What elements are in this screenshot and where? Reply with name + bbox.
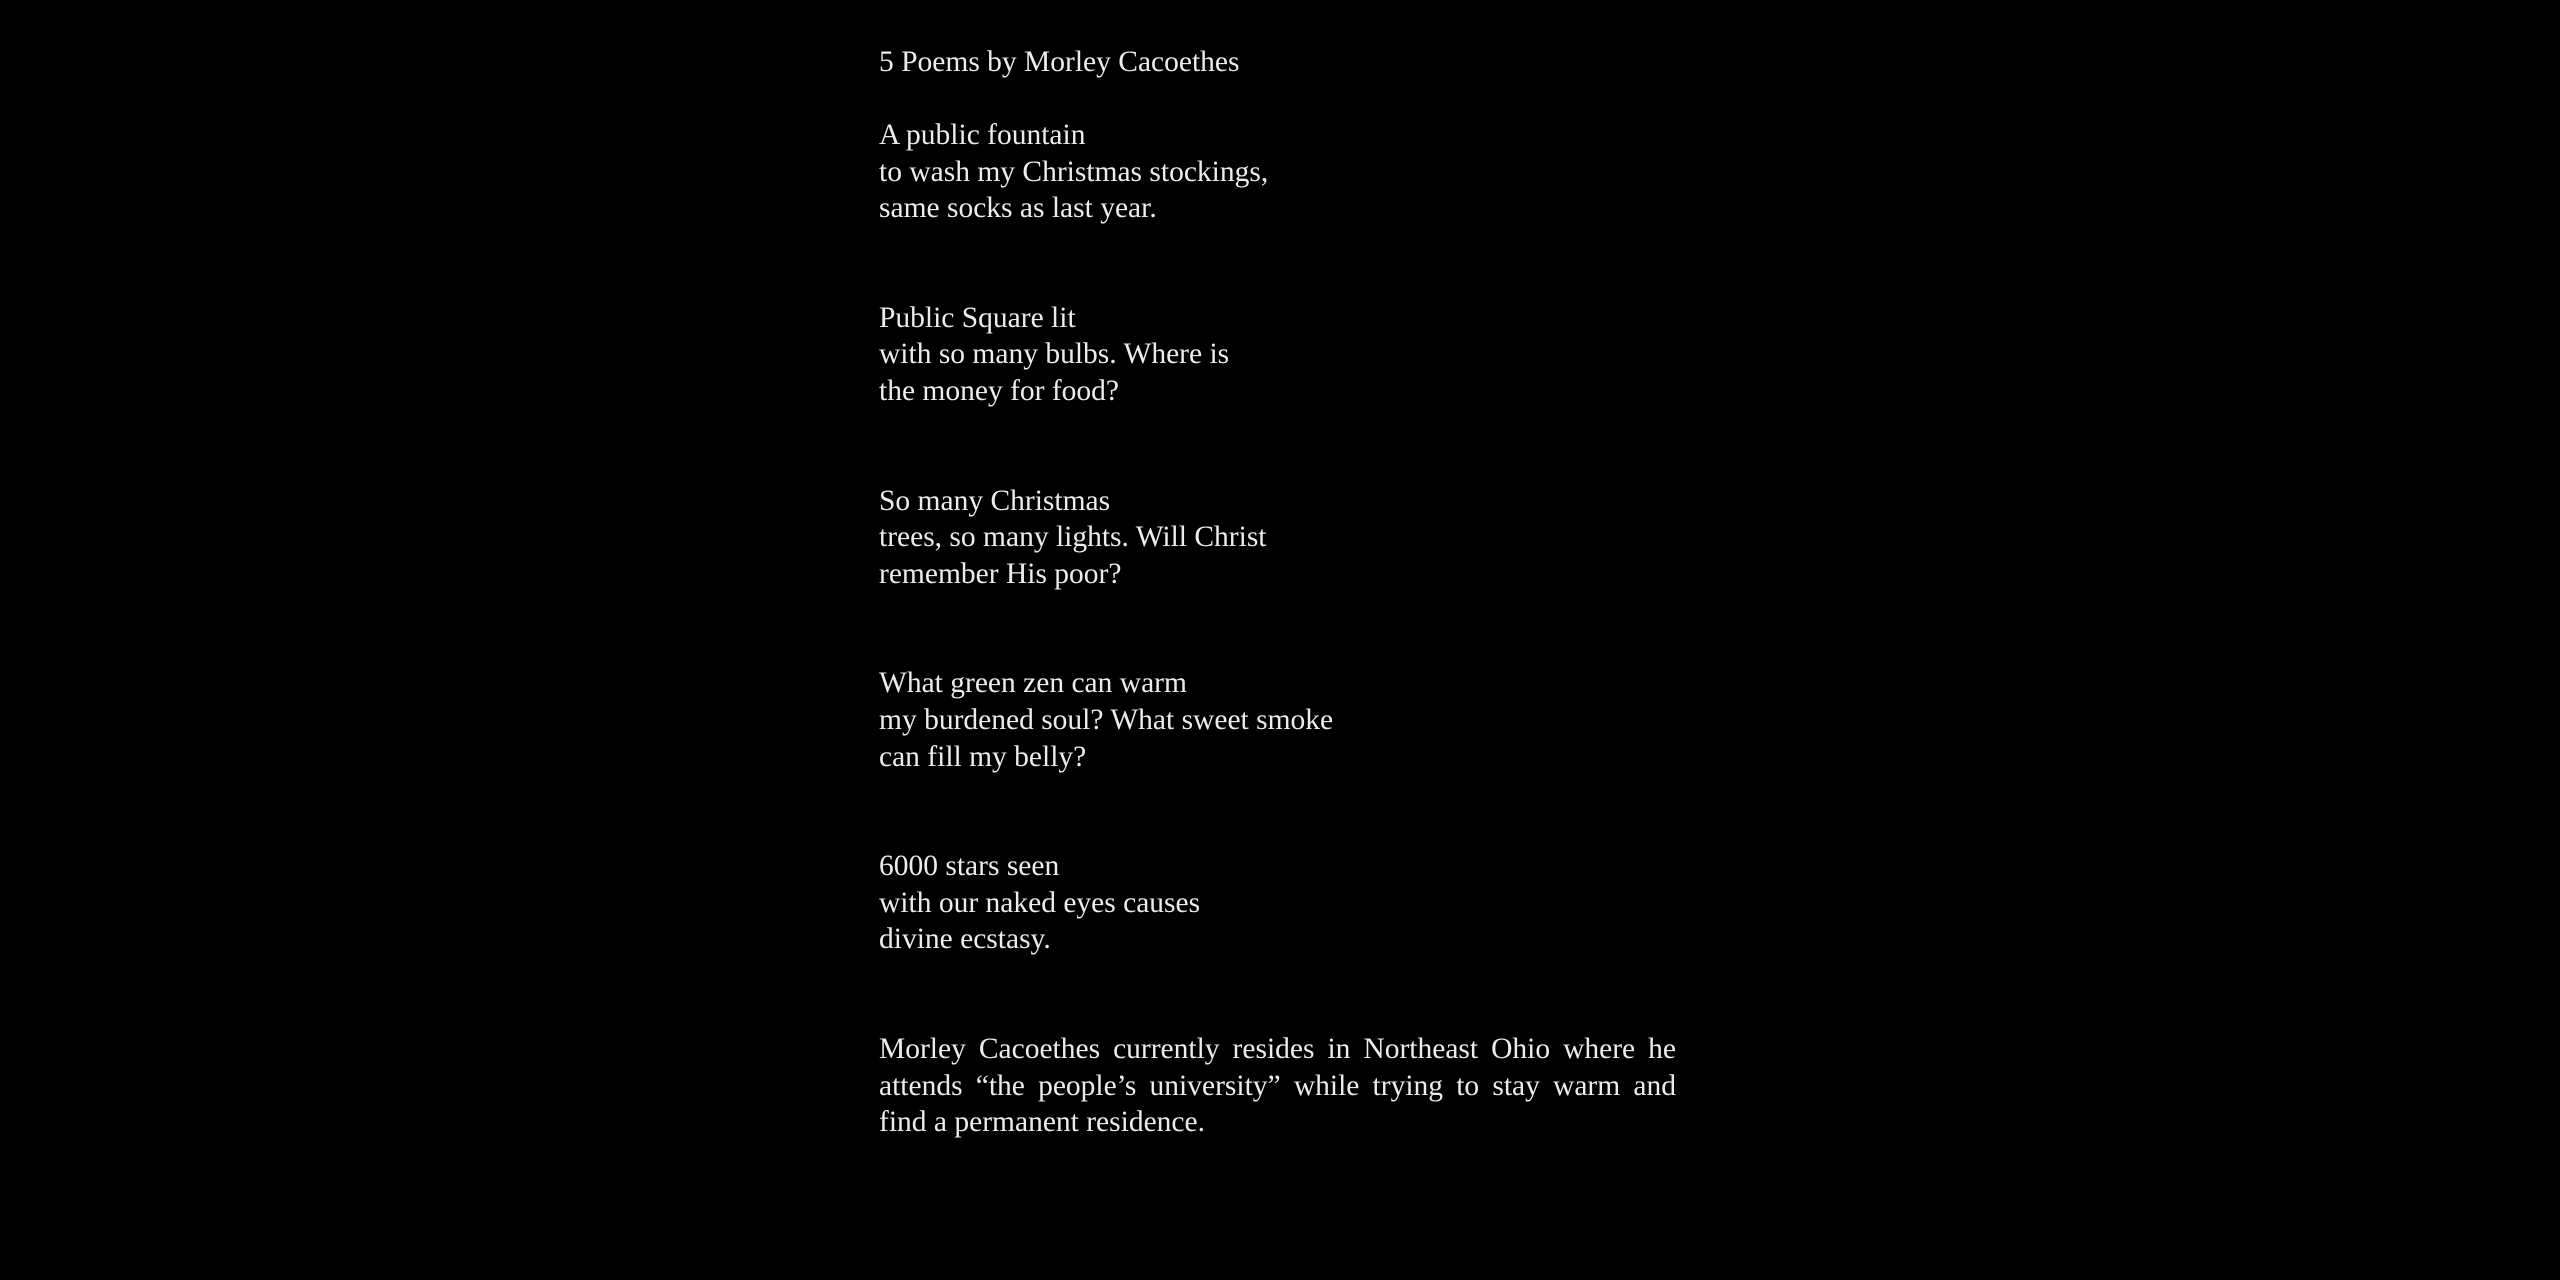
author-bio: Morley Cacoethes currently resides in Northeast Ohio where he attends “the people’s university” while trying to stay warm and find a permanent residence. xyxy=(879,1032,1676,1139)
page-title: 5 Poems by Morley Cacoethes xyxy=(879,46,1240,78)
poem-2 xyxy=(879,300,1676,410)
poem-5 xyxy=(879,848,1676,958)
poem-line: What green zen can warm xyxy=(879,667,1187,700)
poem-line: to wash my Christmas stockings, xyxy=(879,155,1269,188)
article-body xyxy=(879,44,1676,1141)
poem-3 xyxy=(879,483,1676,593)
poem-1 xyxy=(879,117,1676,227)
poem-line: with so many bulbs. Where is xyxy=(879,338,1230,371)
poem-line: can fill my belly? xyxy=(879,740,1087,773)
poem-line: divine ecstasy. xyxy=(879,923,1051,956)
poem-line: A public fountain xyxy=(879,119,1086,151)
poem-line: trees, so many lights. Will Christ xyxy=(879,521,1267,554)
poem-line: So many Christmas xyxy=(879,484,1111,517)
poem-4 xyxy=(879,665,1676,775)
poem-line: remember His poor? xyxy=(879,557,1122,590)
poem-line: Public Square lit xyxy=(879,301,1076,334)
poem-line: with our naked eyes causes xyxy=(879,886,1201,919)
poem-line: the money for food? xyxy=(879,374,1120,407)
poem-line: 6000 stars seen xyxy=(879,850,1060,883)
poem-line: same socks as last year. xyxy=(879,192,1157,225)
poem-line: my burdened soul? What sweet smoke xyxy=(879,703,1334,736)
